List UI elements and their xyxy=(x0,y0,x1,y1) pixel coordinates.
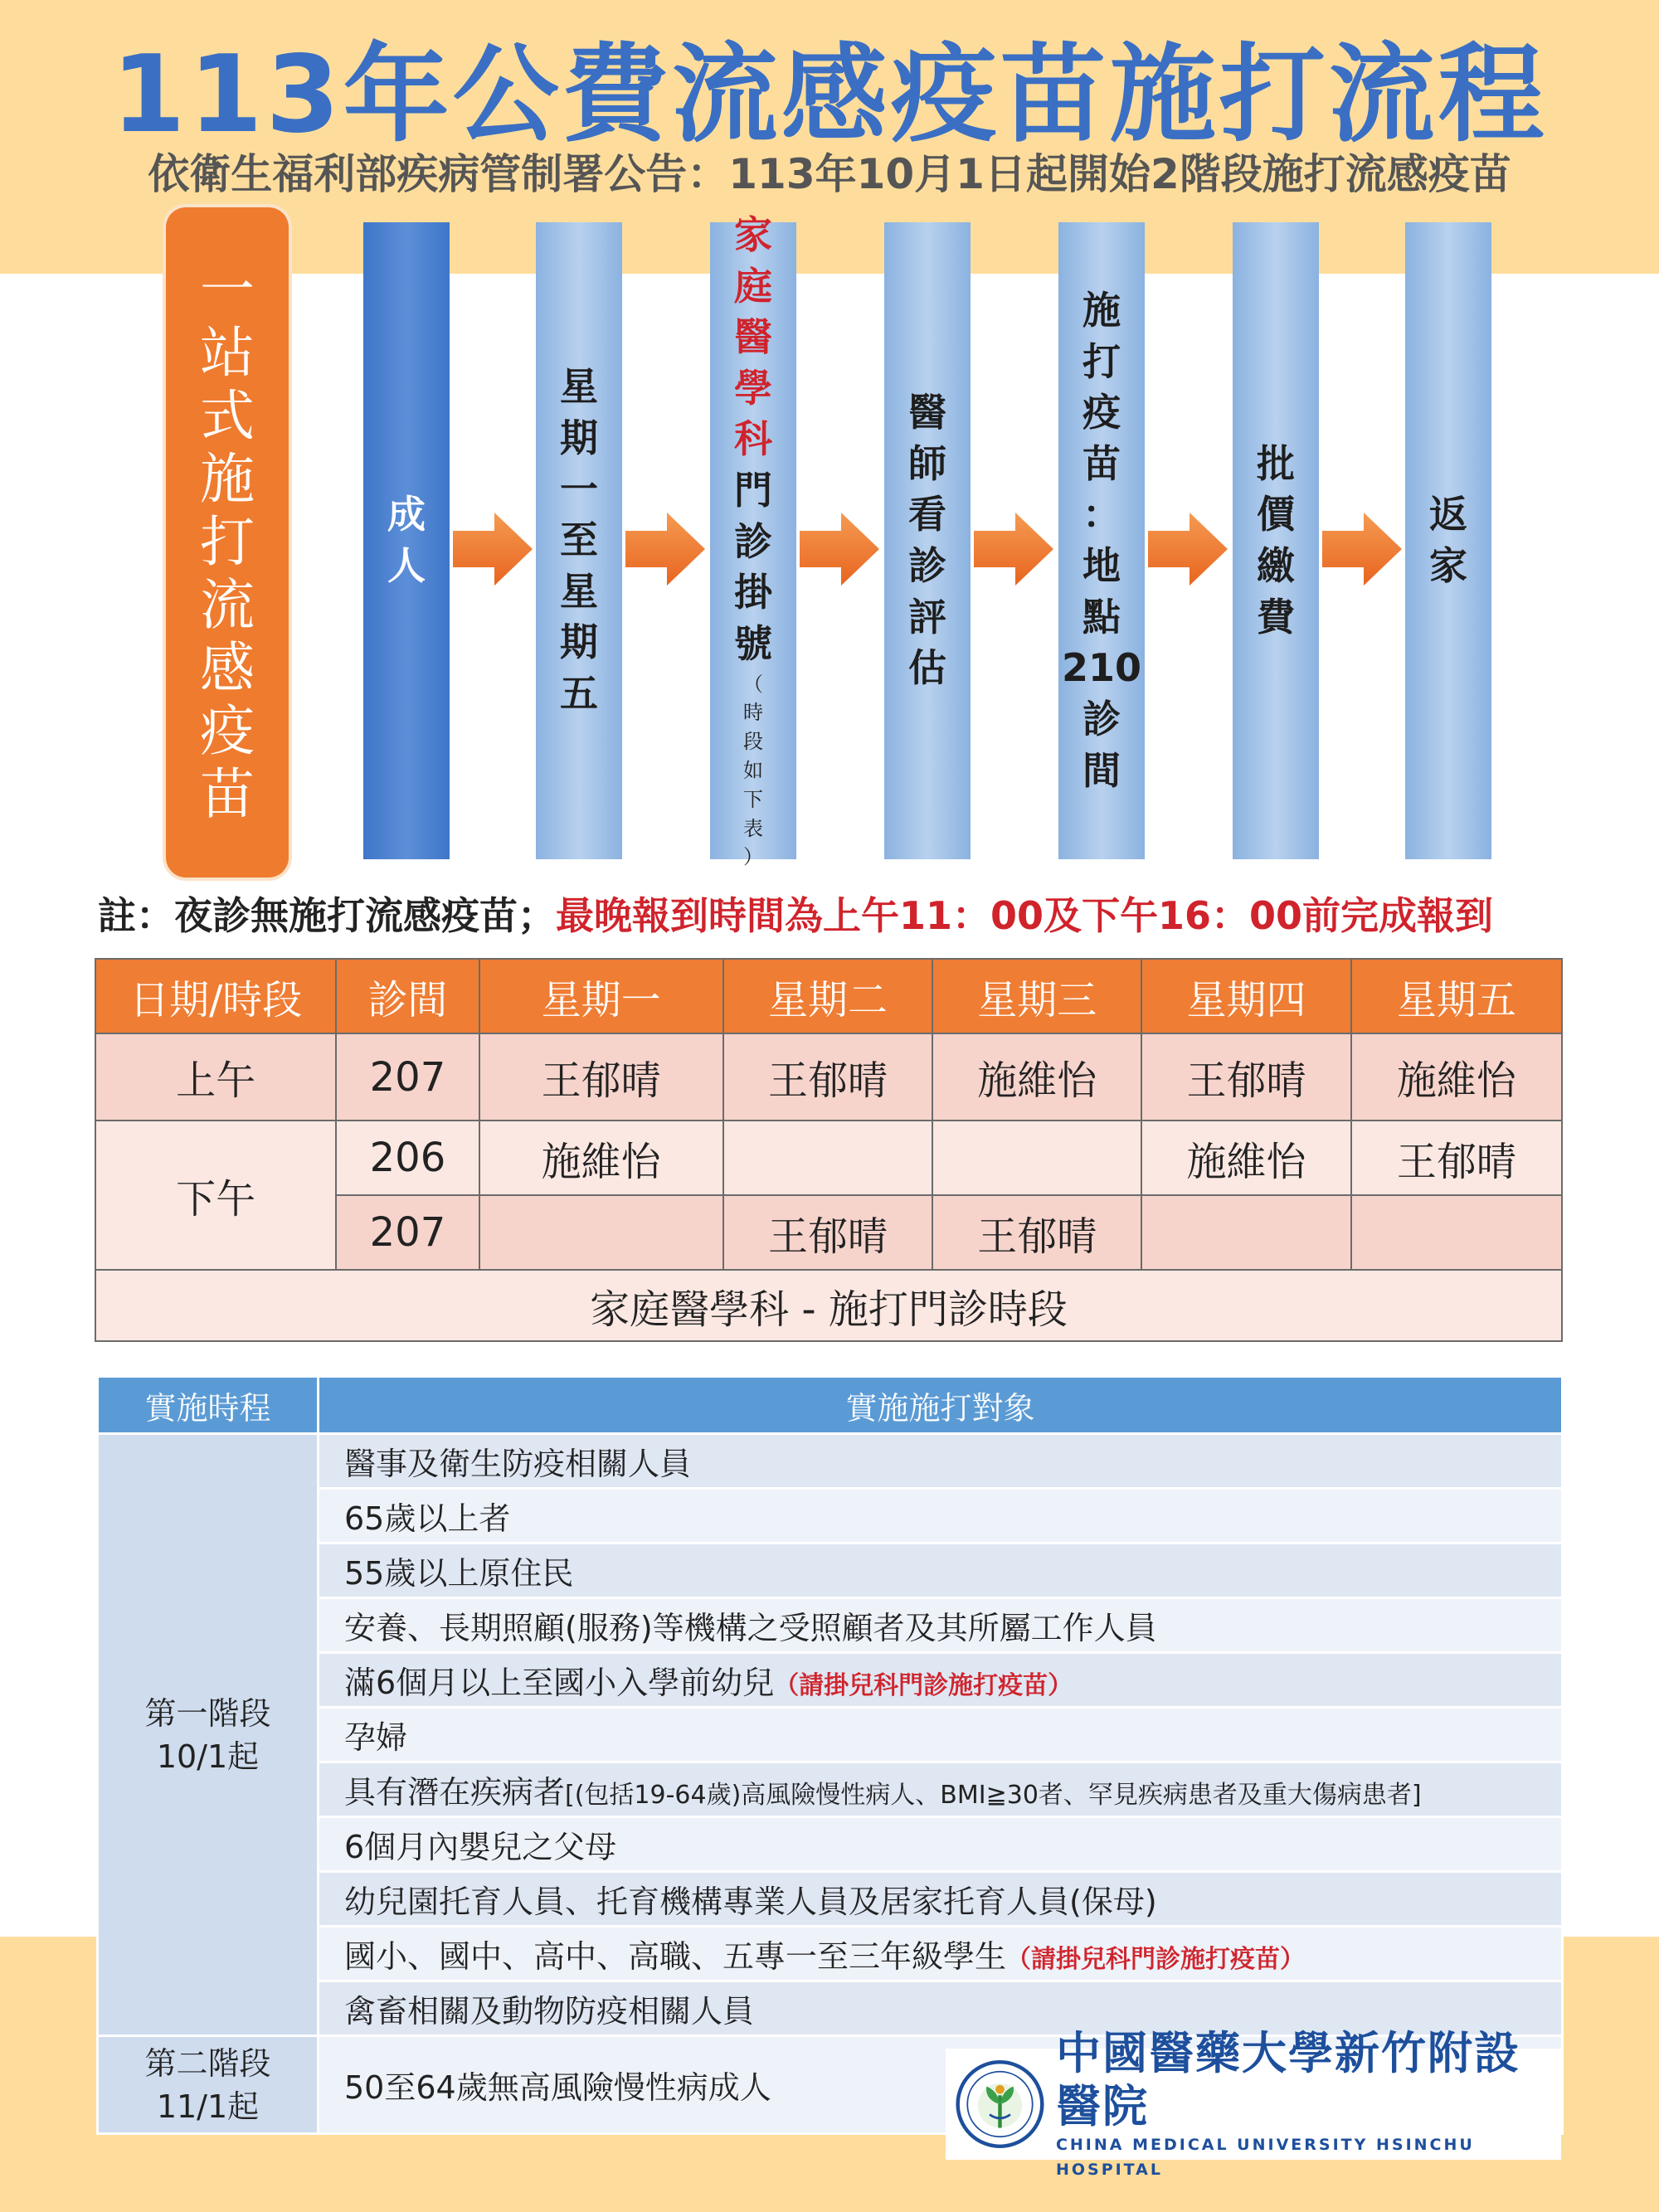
flow-step-weekday xyxy=(536,222,622,859)
doctor-cell: 施維怡 xyxy=(932,1033,1141,1121)
flow-step-label xyxy=(1062,285,1141,796)
one-stop-label-box xyxy=(166,207,289,878)
vertical-char: 估 xyxy=(908,645,946,691)
vertical-char: 式 xyxy=(200,384,255,449)
vertical-char: 醫 xyxy=(734,314,772,360)
vertical-char: 科 xyxy=(734,416,772,462)
room-number: 210 xyxy=(1061,645,1142,691)
vertical-char: 診 xyxy=(734,518,772,564)
target-group-text: 滿6個月以上至國小入學前幼兒 xyxy=(344,1665,775,1701)
schedule-header-cell: 星期四 xyxy=(1141,959,1350,1033)
hospital-logo xyxy=(946,2026,1561,2179)
vertical-char: 號 xyxy=(734,620,772,666)
room-cell: 207 xyxy=(336,1033,479,1121)
target-groups-table xyxy=(96,1375,1564,2135)
flow-step-doctor-evaluation xyxy=(884,222,971,859)
phase-name: 第一階段 xyxy=(144,1694,271,1732)
target-group-item xyxy=(319,1489,1563,1544)
doctor-cell: 王郁晴 xyxy=(932,1195,1141,1270)
arrow-right-icon xyxy=(450,508,536,591)
flow-step-registration xyxy=(710,211,796,869)
flow-step-label xyxy=(734,210,772,872)
vertical-char: 繳 xyxy=(1257,543,1295,588)
vertical-char: 診 xyxy=(908,543,946,588)
doctor-cell: 施維怡 xyxy=(479,1121,723,1195)
target-header-cell: 實施時程 xyxy=(98,1377,319,1434)
schedule-header-cell: 星期一 xyxy=(479,959,723,1033)
target-group-item xyxy=(319,1762,1563,1817)
vertical-char: 施 xyxy=(1082,287,1121,333)
vertical-char: ） xyxy=(743,845,763,869)
vertical-char: 期 xyxy=(560,620,598,665)
vertical-char: 五 xyxy=(560,671,598,717)
hospital-seal-icon xyxy=(956,2055,1044,2153)
flow-step-label xyxy=(387,489,426,591)
pediatrics-note: （請掛兒科門診施打疫苗） xyxy=(1006,1945,1306,1974)
vertical-char: 掛 xyxy=(734,570,772,615)
note-deadline: 最晚報到時間為上午11：00及下午16：00前完成報到 xyxy=(556,893,1494,938)
target-group-text: 55歲以上原住民 xyxy=(344,1555,574,1592)
doctor-cell xyxy=(932,1121,1141,1195)
vertical-char: 看 xyxy=(908,492,946,537)
target-group-item xyxy=(319,1544,1563,1598)
doctor-cell: 王郁晴 xyxy=(479,1033,723,1121)
phase2-label xyxy=(98,2036,319,2134)
doctor-cell: 王郁晴 xyxy=(723,1195,932,1270)
target-group-text: 幼兒園托育人員、托育機構專業人員及居家托育人員(保母) xyxy=(344,1884,1157,1920)
target-group-text: 6個月內嬰兒之父母 xyxy=(344,1829,617,1865)
target-group-detail: [(包括19-64歲)高風險慢性病人、BMI≧30者、罕見疾病患者及重大傷病患者] xyxy=(565,1781,1422,1810)
pediatrics-note: （請掛兒科門診施打疫苗） xyxy=(774,1671,1073,1700)
arrow-right-icon xyxy=(796,508,883,591)
flow-step-label xyxy=(560,362,598,719)
vertical-char: 醫 xyxy=(908,390,946,435)
flow-step-go-home xyxy=(1405,222,1491,859)
target-group-item xyxy=(319,1653,1563,1708)
flow-step-label xyxy=(1257,439,1295,644)
target-group-text: 禽畜相關及動物防疫相關人員 xyxy=(344,1993,755,2030)
flow-step-payment xyxy=(1233,222,1319,859)
vertical-char: 下 xyxy=(743,787,763,811)
schedule-header-cell: 星期五 xyxy=(1351,959,1562,1033)
room-cell: 206 xyxy=(336,1121,479,1195)
target-group-item xyxy=(319,1817,1563,1872)
flow-step-label xyxy=(908,387,946,694)
vertical-char: 至 xyxy=(560,518,598,563)
vertical-char: ： xyxy=(1082,492,1121,537)
vertical-char: 價 xyxy=(1257,492,1295,537)
arrow-right-icon xyxy=(622,508,708,591)
doctor-cell xyxy=(723,1121,932,1195)
note-line xyxy=(98,891,1591,941)
vertical-char: 人 xyxy=(387,543,426,588)
target-group-item xyxy=(319,1434,1563,1489)
schedule-caption: 家庭醫學科 - 施打門診時段 xyxy=(95,1270,1562,1341)
doctor-cell: 施維怡 xyxy=(1141,1121,1350,1195)
one-stop-label xyxy=(200,259,255,825)
schedule-header-cell: 星期三 xyxy=(932,959,1141,1033)
vertical-char: 返 xyxy=(1429,492,1467,537)
vertical-char: 表 xyxy=(743,816,763,840)
vertical-char: 一 xyxy=(200,258,255,323)
target-header-row xyxy=(98,1377,1563,1434)
schedule-table xyxy=(95,958,1563,1342)
target-group-item xyxy=(319,1927,1563,1981)
shift-label: 上午 xyxy=(95,1033,336,1121)
arrow-right-icon xyxy=(1145,508,1231,591)
phase-start-date: 11/1起 xyxy=(156,2088,260,2125)
schedule-header-cell: 診間 xyxy=(336,959,479,1033)
doctor-cell: 王郁晴 xyxy=(723,1033,932,1121)
target-group-text: 國小、國中、高中、高職、五專一至三年級學生 xyxy=(344,1938,1007,1975)
vertical-char: 庭 xyxy=(734,263,772,309)
table-row xyxy=(98,1434,1563,1489)
doctor-cell xyxy=(479,1195,723,1270)
doctor-cell xyxy=(1351,1195,1562,1270)
target-group-text: 50至64歲無高風險慢性病成人 xyxy=(344,2069,771,2106)
target-group-text: 65歲以上者 xyxy=(344,1500,511,1537)
target-group-text: 具有潛在疾病者 xyxy=(344,1774,566,1811)
doctor-cell: 王郁晴 xyxy=(1141,1033,1350,1121)
page-subtitle: 依衛生福利部疾病管制署公告：113年10月1日起開始2階段施打流感疫苗 xyxy=(148,150,1511,198)
vertical-char: 期 xyxy=(560,415,598,460)
vertical-char: 流 xyxy=(200,572,255,637)
vertical-char: 時 xyxy=(743,701,763,725)
vertical-char: 評 xyxy=(908,594,946,639)
vertical-char: 站 xyxy=(200,321,255,386)
target-group-text: 醫事及衛生防疫相關人員 xyxy=(344,1446,692,1482)
doctor-cell: 王郁晴 xyxy=(1351,1121,1562,1195)
room-cell: 207 xyxy=(336,1195,479,1270)
vertical-char: 批 xyxy=(1257,440,1295,486)
note-prefix: 註：夜診無施打流感疫苗； xyxy=(98,893,556,938)
schedule-header-cell: 日期/時段 xyxy=(95,959,336,1033)
schedule-header-row xyxy=(95,959,1562,1033)
table-row xyxy=(95,1121,1562,1195)
page-title: 113年公費流感疫苗施打流程 xyxy=(111,33,1548,157)
table-row xyxy=(95,1270,1562,1341)
vertical-char: 地 xyxy=(1082,543,1121,588)
vertical-char: 星 xyxy=(560,568,598,614)
vertical-char: 費 xyxy=(1257,594,1295,639)
vertical-char: 打 xyxy=(1082,338,1121,384)
target-group-text: 孕婦 xyxy=(344,1719,408,1756)
vertical-char: 感 xyxy=(200,635,255,700)
vertical-char: 學 xyxy=(734,365,772,411)
hospital-name-cn: 中國醫藥大學新竹附設醫院 xyxy=(1055,2026,1520,2132)
target-header-cell: 實施施打對象 xyxy=(319,1377,1563,1434)
vertical-char: 打 xyxy=(200,510,255,575)
vertical-char: 苗 xyxy=(1082,440,1121,486)
vertical-char: 如 xyxy=(743,758,763,782)
schedule-header-cell: 星期二 xyxy=(723,959,932,1033)
vertical-char: 門 xyxy=(734,468,772,513)
vertical-char: 疫 xyxy=(200,698,255,763)
vertical-char: 施 xyxy=(200,447,255,512)
vertical-char: 段 xyxy=(743,730,763,754)
doctor-cell: 施維怡 xyxy=(1351,1033,1562,1121)
vertical-char: 診 xyxy=(1082,696,1121,741)
vertical-char: 間 xyxy=(1082,747,1121,793)
vertical-char: 點 xyxy=(1082,594,1121,639)
vertical-char: 師 xyxy=(908,440,946,486)
vertical-char: （ xyxy=(743,672,763,696)
flow-step-label xyxy=(1429,489,1467,591)
doctor-cell xyxy=(1141,1195,1350,1270)
phase-name: 第二階段 xyxy=(144,2044,271,2082)
vertical-char: 星 xyxy=(560,364,598,410)
vertical-char: 疫 xyxy=(1082,390,1121,435)
target-group-item xyxy=(319,1708,1563,1762)
arrow-right-icon xyxy=(1319,508,1405,591)
table-row xyxy=(95,1033,1562,1121)
flow-step-vaccination xyxy=(1058,222,1145,859)
shift-label: 下午 xyxy=(95,1121,336,1270)
vertical-char: 成 xyxy=(387,492,426,537)
arrow-right-icon xyxy=(971,508,1057,591)
target-group-item xyxy=(319,1872,1563,1927)
target-group-item xyxy=(319,1598,1563,1653)
vertical-char: 一 xyxy=(560,466,598,512)
hospital-name-en: CHINA MEDICAL UNIVERSITY HSINCHU HOSPITAL xyxy=(1055,2136,1475,2179)
vertical-char: 家 xyxy=(734,211,772,257)
vertical-char: 苗 xyxy=(200,761,255,826)
vertical-char: 家 xyxy=(1429,543,1467,588)
flow-step-adult xyxy=(363,222,450,859)
target-group-text: 安養、長期照顧(服務)等機構之受照顧者及其所屬工作人員 xyxy=(344,1610,1157,1646)
phase-start-date: 10/1起 xyxy=(156,1738,260,1775)
phase1-label xyxy=(98,1434,319,2036)
